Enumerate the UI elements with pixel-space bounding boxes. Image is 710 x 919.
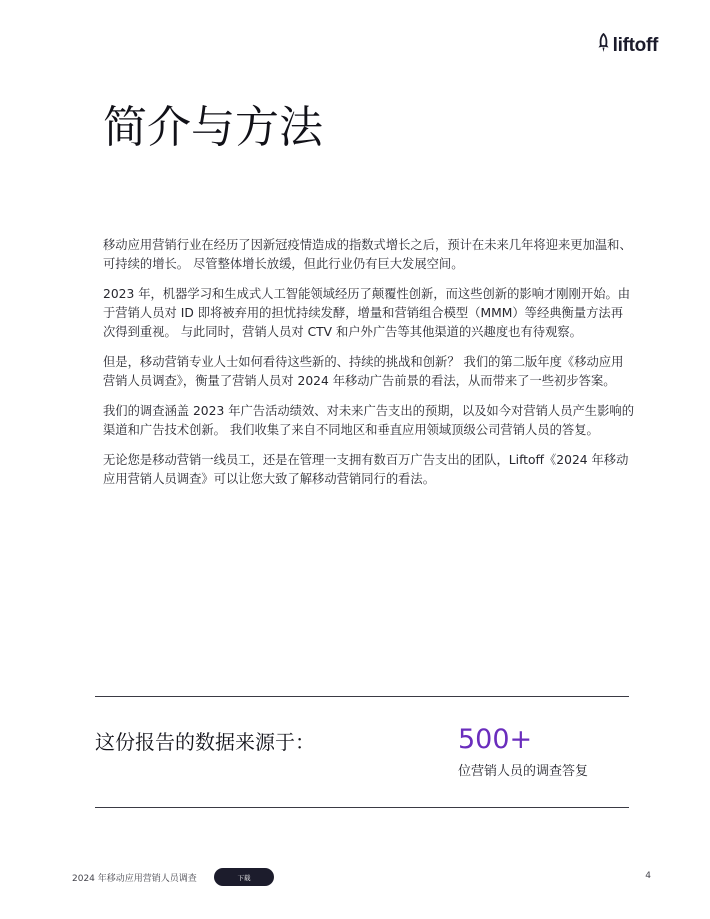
intro-paragraph: 2023 年，机器学习和生成式人工智能领域经历了颠覆性创新，而这些创新的影响才刚刚开始。由于营销人员对 ID 即将被弃用的担忧持续发酵，增量和营销组合模型（MMM）等经典衡量方法再次得到重视。 与此同时，营销人员对 CTV 和户外广告等其他渠道的兴趣度也有待观察。 [103,287,631,339]
divider-top [95,696,629,697]
page-number: 4 [645,871,651,881]
page-title: 简介与方法 [103,102,323,153]
respondent-count: 500+ [458,724,533,755]
brand-name: liftoff [612,34,658,56]
data-source-label: 这份报告的数据来源于： [95,730,315,754]
respondent-caption: 位营销人员的调查答复 [458,764,589,779]
divider-bottom [95,807,629,808]
intro-body [103,236,635,500]
intro-paragraph: 我们的调查涵盖 2023 年广告活动绩效、对未来广告支出的预期，以及如今对营销人员产生影响的渠道和广告技术创新。 我们收集了来自不同地区和垂直应用领域顶级公司营销人员的答复。 [103,404,634,437]
rocket-icon [597,33,610,57]
intro-paragraph: 但是，移动营销专业人士如何看待这些新的、持续的挑战和创新？ 我们的第二版年度《移动应用营销人员调查》，衡量了营销人员对 2024 年移动广告前景的看法，从而带来了一些初步答案。 [103,355,624,388]
footer-report-title: 2024 年移动应用营销人员调查 [72,874,197,884]
liftoff-logo [597,33,658,57]
intro-paragraph: 移动应用营销行业在经历了因新冠疫情造成的指数式增长之后，预计在未来几年将迎来更加温和、可持续的增长。 尽管整体增长放缓，但此行业仍有巨大发展空间。 [103,238,632,271]
intro-paragraph: 无论您是移动营销一线员工，还是在管理一支拥有数百万广告支出的团队，Liftoff《2024 年移动应用营销人员调查》可以让您大致了解移动营销同行的看法。 [103,453,629,486]
download-button[interactable]: 下载 [214,868,274,886]
